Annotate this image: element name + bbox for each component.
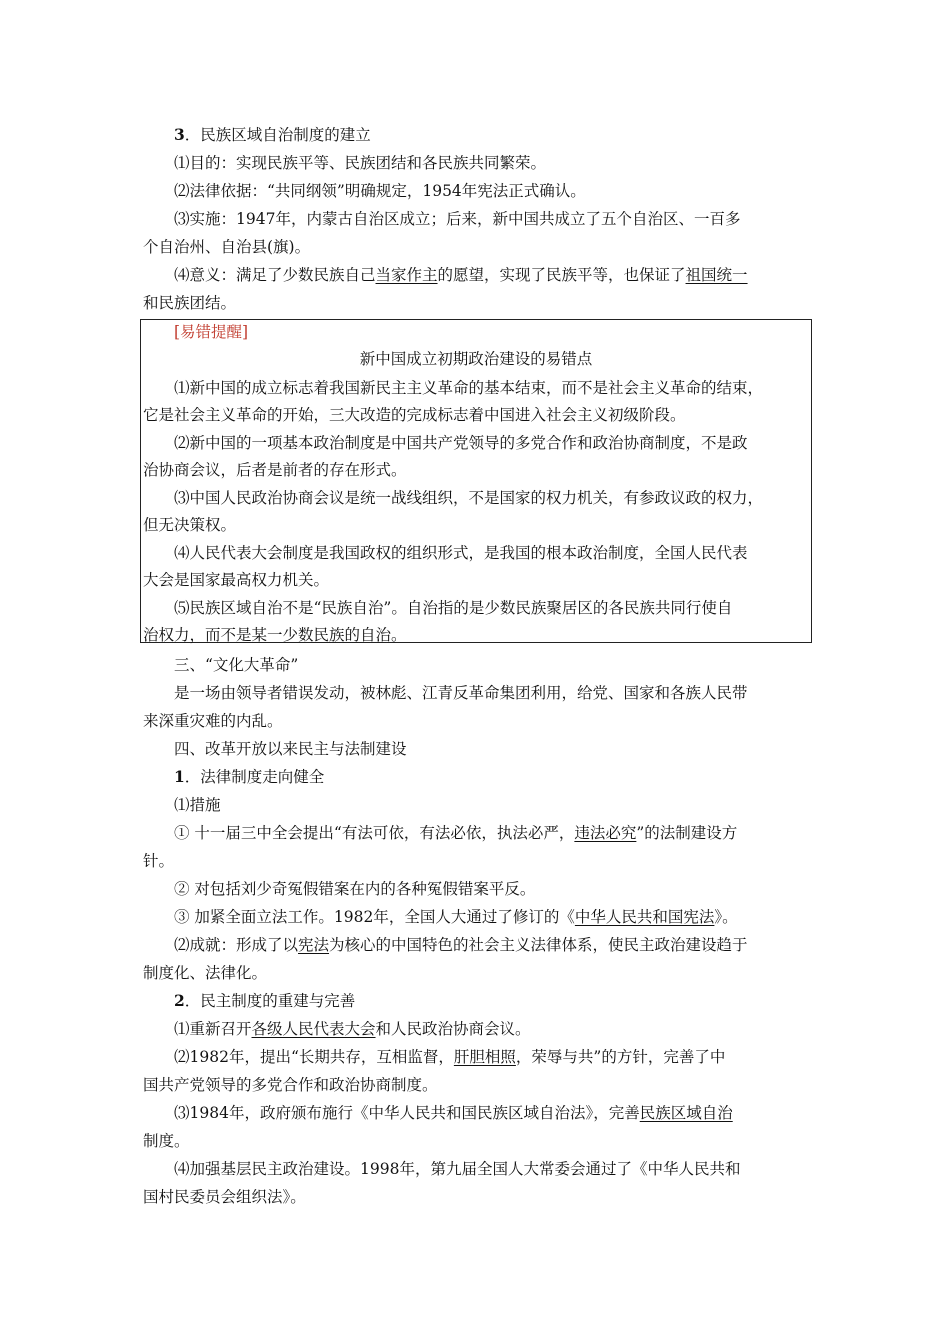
heading-number: 2 — [174, 991, 185, 1010]
paragraph — [174, 1046, 822, 1068]
paragraph — [174, 822, 822, 844]
text-run: ”的法制建设方 — [636, 824, 738, 842]
text-run: ③ 加紧全面立法工作。1982年，全国人大通过了修订的《 — [174, 908, 575, 926]
callout-item: ⑷人民代表大会制度是我国政权的组织形式，是我国的根本政治制度，全国人民代表 — [174, 544, 748, 562]
underlined-term: 当家作主 — [375, 266, 438, 284]
callout-tag: [易错提醒] — [174, 323, 249, 341]
heading-number: 3 — [174, 125, 185, 144]
paragraph: 是一场由领导者错误发动，被林彪、江青反革命集团利用，给党、国家和各族人民带 — [174, 684, 748, 702]
paragraph: ② 对包括刘少奇冤假错案在内的各种冤假错案平反。 — [174, 880, 536, 898]
callout-item: ⑴新中国的成立标志着我国新民主主义革命的基本结束，而不是社会主义革命的结束， — [174, 379, 764, 397]
heading-number: 1 — [174, 767, 185, 786]
callout-item: ⑶中国人民政治协商会议是统一战线组织，不是国家的权力机关，有参政议政的权力， — [174, 489, 764, 507]
section-heading — [174, 124, 822, 146]
paragraph: ⑶实施：1947年，内蒙古自治区成立；后来，新中国共成立了五个自治区、一百多 — [174, 210, 741, 228]
part-heading: 三、“文化大革命” — [174, 656, 299, 674]
paragraph — [174, 1102, 822, 1124]
paragraph: ⑵法律依据：“共同纲领”明确规定，1954年宪法正式确认。 — [174, 182, 586, 200]
paragraph — [174, 264, 822, 286]
paragraph-continuation: 制度化、法律化。 — [143, 964, 268, 982]
underlined-term: 祖国统一 — [685, 266, 748, 284]
paragraph-continuation: 制度。 — [143, 1132, 190, 1150]
underlined-term: 民族区域自治 — [639, 1104, 733, 1122]
text-run: ⑶1984年，政府颁布施行《中华人民共和国民族区域自治法》，完善 — [174, 1104, 640, 1122]
text-run: 为核心的中国特色的社会主义法律体系，使民主政治建设趋于 — [329, 936, 748, 954]
paragraph — [174, 934, 822, 956]
text-run: ⑵1982年，提出“长期共存，互相监督， — [174, 1048, 454, 1066]
text-run: 和人民政治协商会议。 — [375, 1020, 531, 1038]
text-run: ⑴重新召开 — [174, 1020, 252, 1038]
paragraph-continuation: 和民族团结。 — [143, 294, 237, 312]
paragraph-continuation: 个自治州、自治县(旗)。 — [143, 238, 311, 256]
underlined-term: 中华人民共和国宪法 — [574, 908, 715, 926]
callout-item-continuation: 治协商会议，后者是前者的存在形式。 — [143, 461, 407, 479]
section-heading — [174, 766, 822, 788]
text-run: 》。 — [714, 908, 738, 926]
subheading: ⑴措施 — [174, 796, 221, 814]
callout-title: 新中国成立初期政治建设的易错点 — [359, 350, 593, 368]
paragraph-continuation: 针。 — [143, 852, 175, 870]
paragraph: ⑷加强基层民主政治建设。1998年，第九届全国人大常委会通过了《中华人民共和 — [174, 1160, 741, 1178]
callout-item: ⑵新中国的一项基本政治制度是中国共产党领导的多党合作和政治协商制度，不是政 — [174, 434, 748, 452]
paragraph-continuation: 国共产党领导的多党合作和政治协商制度。 — [143, 1076, 438, 1094]
heading-text: ．法律制度走向健全 — [184, 768, 325, 786]
part-heading: 四、改革开放以来民主与法制建设 — [174, 740, 407, 758]
callout-item: ⑸民族区域自治不是“民族自治”。自治指的是少数民族聚居区的各民族共同行使自 — [174, 599, 733, 617]
underlined-term: 宪法 — [298, 936, 330, 954]
paragraph-continuation: 国村民委员会组织法》。 — [143, 1188, 306, 1206]
text-run: ① 十一届三中全会提出“有法可依，有法必依，执法必严， — [174, 824, 575, 842]
paragraph: ⑴目的：实现民族平等、民族团结和各民族共同繁荣。 — [174, 154, 547, 172]
callout-item-continuation: 治权力，而不是某一少数民族的自治。 — [143, 626, 407, 644]
callout-item-continuation: 但无决策权。 — [143, 516, 237, 534]
paragraph — [174, 906, 822, 928]
underlined-term: 违法必究 — [574, 824, 637, 842]
text-run: ，荣辱与共”的方针，完善了中 — [515, 1048, 726, 1066]
callout-item-continuation: 大会是国家最高权力机关。 — [143, 571, 330, 589]
heading-text: ．民主制度的重建与完善 — [184, 992, 356, 1010]
underlined-term: 各级人民代表大会 — [251, 1020, 376, 1038]
callout-item-continuation: 它是社会主义革命的开始，三大改造的完成标志着中国进入社会主义初级阶段。 — [143, 406, 686, 424]
text-run: ⑷意义：满足了少数民族自己 — [174, 266, 376, 284]
paragraph — [174, 1018, 822, 1040]
heading-text: ．民族区域自治制度的建立 — [184, 126, 371, 144]
underlined-term: 肝胆相照 — [453, 1048, 516, 1066]
section-heading — [174, 990, 822, 1012]
text-run: ⑵成就：形成了以 — [174, 936, 299, 954]
text-run: 的愿望，实现了民族平等，也保证了 — [437, 266, 686, 284]
paragraph-continuation: 来深重灾难的内乱。 — [143, 712, 283, 730]
